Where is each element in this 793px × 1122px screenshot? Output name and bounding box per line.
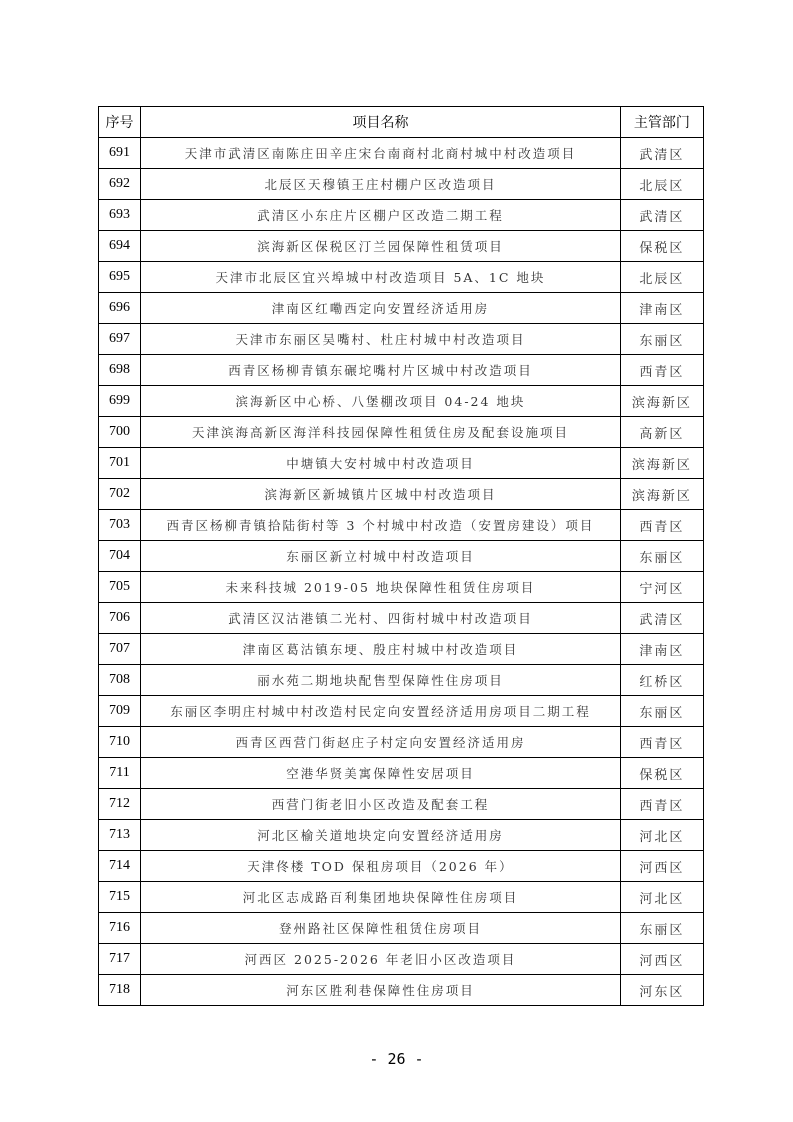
table-row: [99, 603, 704, 634]
department-cell: 河北区: [620, 820, 703, 851]
serial-number-cell: 693: [99, 200, 141, 231]
table-row: [99, 789, 704, 820]
serial-number-cell: 713: [99, 820, 141, 851]
project-name-cell: 滨海新区新城镇片区城中村改造项目: [141, 479, 621, 510]
serial-number-cell: 699: [99, 386, 141, 417]
serial-number-cell: 704: [99, 541, 141, 572]
serial-number-cell: 709: [99, 696, 141, 727]
serial-number-cell: 691: [99, 138, 141, 169]
serial-number-cell: 708: [99, 665, 141, 696]
table-row: [99, 696, 704, 727]
project-name-cell: 津南区葛沽镇东埂、殷庄村城中村改造项目: [141, 634, 621, 665]
project-name-cell: 西青区西营门街赵庄子村定向安置经济适用房: [141, 727, 621, 758]
serial-number-cell: 692: [99, 169, 141, 200]
project-name-cell: 滨海新区保税区汀兰园保障性租赁项目: [141, 231, 621, 262]
serial-number-cell: 702: [99, 479, 141, 510]
table-row: [99, 231, 704, 262]
project-name-cell: 滨海新区中心桥、八堡棚改项目 04-24 地块: [141, 386, 621, 417]
table-row: [99, 882, 704, 913]
serial-number-cell: 712: [99, 789, 141, 820]
project-name-cell: 登州路社区保障性租赁住房项目: [141, 913, 621, 944]
project-name-cell: 丽水苑二期地块配售型保障性住房项目: [141, 665, 621, 696]
project-name-cell: 西营门街老旧小区改造及配套工程: [141, 789, 621, 820]
serial-number-cell: 706: [99, 603, 141, 634]
serial-number-cell: 694: [99, 231, 141, 262]
department-cell: 河东区: [620, 975, 703, 1006]
project-name-cell: 河北区榆关道地块定向安置经济适用房: [141, 820, 621, 851]
serial-number-cell: 700: [99, 417, 141, 448]
project-name-cell: 中塘镇大安村城中村改造项目: [141, 448, 621, 479]
serial-number-cell: 703: [99, 510, 141, 541]
table-row: [99, 944, 704, 975]
department-cell: 武清区: [620, 603, 703, 634]
serial-number-cell: 697: [99, 324, 141, 355]
department-cell: 武清区: [620, 200, 703, 231]
department-cell: 宁河区: [620, 572, 703, 603]
project-name-cell: 津南区红嘞西定向安置经济适用房: [141, 293, 621, 324]
project-name-cell: 武清区小东庄片区棚户区改造二期工程: [141, 200, 621, 231]
serial-number-cell: 717: [99, 944, 141, 975]
project-name-cell: 东丽区新立村城中村改造项目: [141, 541, 621, 572]
project-name-cell: 东丽区李明庄村城中村改造村民定向安置经济适用房项目二期工程: [141, 696, 621, 727]
project-name-cell: 河西区 2025-2026 年老旧小区改造项目: [141, 944, 621, 975]
department-cell: 滨海新区: [620, 479, 703, 510]
project-name-cell: 北辰区天穆镇王庄村棚户区改造项目: [141, 169, 621, 200]
department-cell: 北辰区: [620, 169, 703, 200]
table-row: [99, 820, 704, 851]
table-row: [99, 851, 704, 882]
header-serial-number: 序号: [99, 107, 141, 138]
department-cell: 西青区: [620, 355, 703, 386]
table-row: [99, 448, 704, 479]
project-name-cell: 天津市东丽区吴嘴村、杜庄村城中村改造项目: [141, 324, 621, 355]
table-row: [99, 355, 704, 386]
project-name-cell: 未来科技城 2019-05 地块保障性租赁住房项目: [141, 572, 621, 603]
table-row: [99, 386, 704, 417]
serial-number-cell: 715: [99, 882, 141, 913]
department-cell: 津南区: [620, 634, 703, 665]
project-name-cell: 空港华贤美寓保障性安居项目: [141, 758, 621, 789]
project-name-cell: 河北区志成路百利集团地块保障性住房项目: [141, 882, 621, 913]
department-cell: 滨海新区: [620, 386, 703, 417]
table-row: [99, 138, 704, 169]
table-row: [99, 665, 704, 696]
project-name-cell: 河东区胜利巷保障性住房项目: [141, 975, 621, 1006]
department-cell: 西青区: [620, 510, 703, 541]
department-cell: 西青区: [620, 789, 703, 820]
serial-number-cell: 698: [99, 355, 141, 386]
project-name-cell: 天津市武清区南陈庄田辛庄宋台南商村北商村城中村改造项目: [141, 138, 621, 169]
project-name-cell: 天津滨海高新区海洋科技园保障性租赁住房及配套设施项目: [141, 417, 621, 448]
serial-number-cell: 705: [99, 572, 141, 603]
department-cell: 河北区: [620, 882, 703, 913]
serial-number-cell: 701: [99, 448, 141, 479]
table-row: [99, 479, 704, 510]
department-cell: 保税区: [620, 231, 703, 262]
serial-number-cell: 714: [99, 851, 141, 882]
department-cell: 武清区: [620, 138, 703, 169]
serial-number-cell: 710: [99, 727, 141, 758]
department-cell: 河西区: [620, 851, 703, 882]
header-department: 主管部门: [620, 107, 703, 138]
department-cell: 滨海新区: [620, 448, 703, 479]
serial-number-cell: 696: [99, 293, 141, 324]
table-row: [99, 913, 704, 944]
department-cell: 保税区: [620, 758, 703, 789]
project-name-cell: 武清区汉沽港镇二光村、四街村城中村改造项目: [141, 603, 621, 634]
table-row: [99, 417, 704, 448]
serial-number-cell: 695: [99, 262, 141, 293]
department-cell: 东丽区: [620, 541, 703, 572]
project-name-cell: 西青区杨柳青镇拾陆街村等 3 个村城中村改造（安置房建设）项目: [141, 510, 621, 541]
department-cell: 西青区: [620, 727, 703, 758]
project-name-cell: 西青区杨柳青镇东碾坨嘴村片区城中村改造项目: [141, 355, 621, 386]
department-cell: 东丽区: [620, 913, 703, 944]
table-row: [99, 572, 704, 603]
serial-number-cell: 707: [99, 634, 141, 665]
table-row: [99, 324, 704, 355]
department-cell: 东丽区: [620, 696, 703, 727]
department-cell: 东丽区: [620, 324, 703, 355]
table-row: [99, 169, 704, 200]
table-row: [99, 975, 704, 1006]
serial-number-cell: 718: [99, 975, 141, 1006]
project-name-cell: 天津市北辰区宜兴埠城中村改造项目 5A、1C 地块: [141, 262, 621, 293]
project-table: [98, 106, 704, 1006]
table-row: [99, 200, 704, 231]
table-row: [99, 262, 704, 293]
table-row: [99, 510, 704, 541]
department-cell: 红桥区: [620, 665, 703, 696]
department-cell: 北辰区: [620, 262, 703, 293]
table-row: [99, 541, 704, 572]
department-cell: 津南区: [620, 293, 703, 324]
table-row: [99, 727, 704, 758]
serial-number-cell: 716: [99, 913, 141, 944]
page-number: - 26 -: [369, 1050, 424, 1068]
department-cell: 河西区: [620, 944, 703, 975]
department-cell: 高新区: [620, 417, 703, 448]
project-name-cell: 天津佟楼 TOD 保租房项目（2026 年）: [141, 851, 621, 882]
table-row: [99, 293, 704, 324]
header-project-name: 项目名称: [141, 107, 621, 138]
table-row: [99, 758, 704, 789]
serial-number-cell: 711: [99, 758, 141, 789]
table-row: [99, 634, 704, 665]
table-header-row: [99, 107, 704, 138]
